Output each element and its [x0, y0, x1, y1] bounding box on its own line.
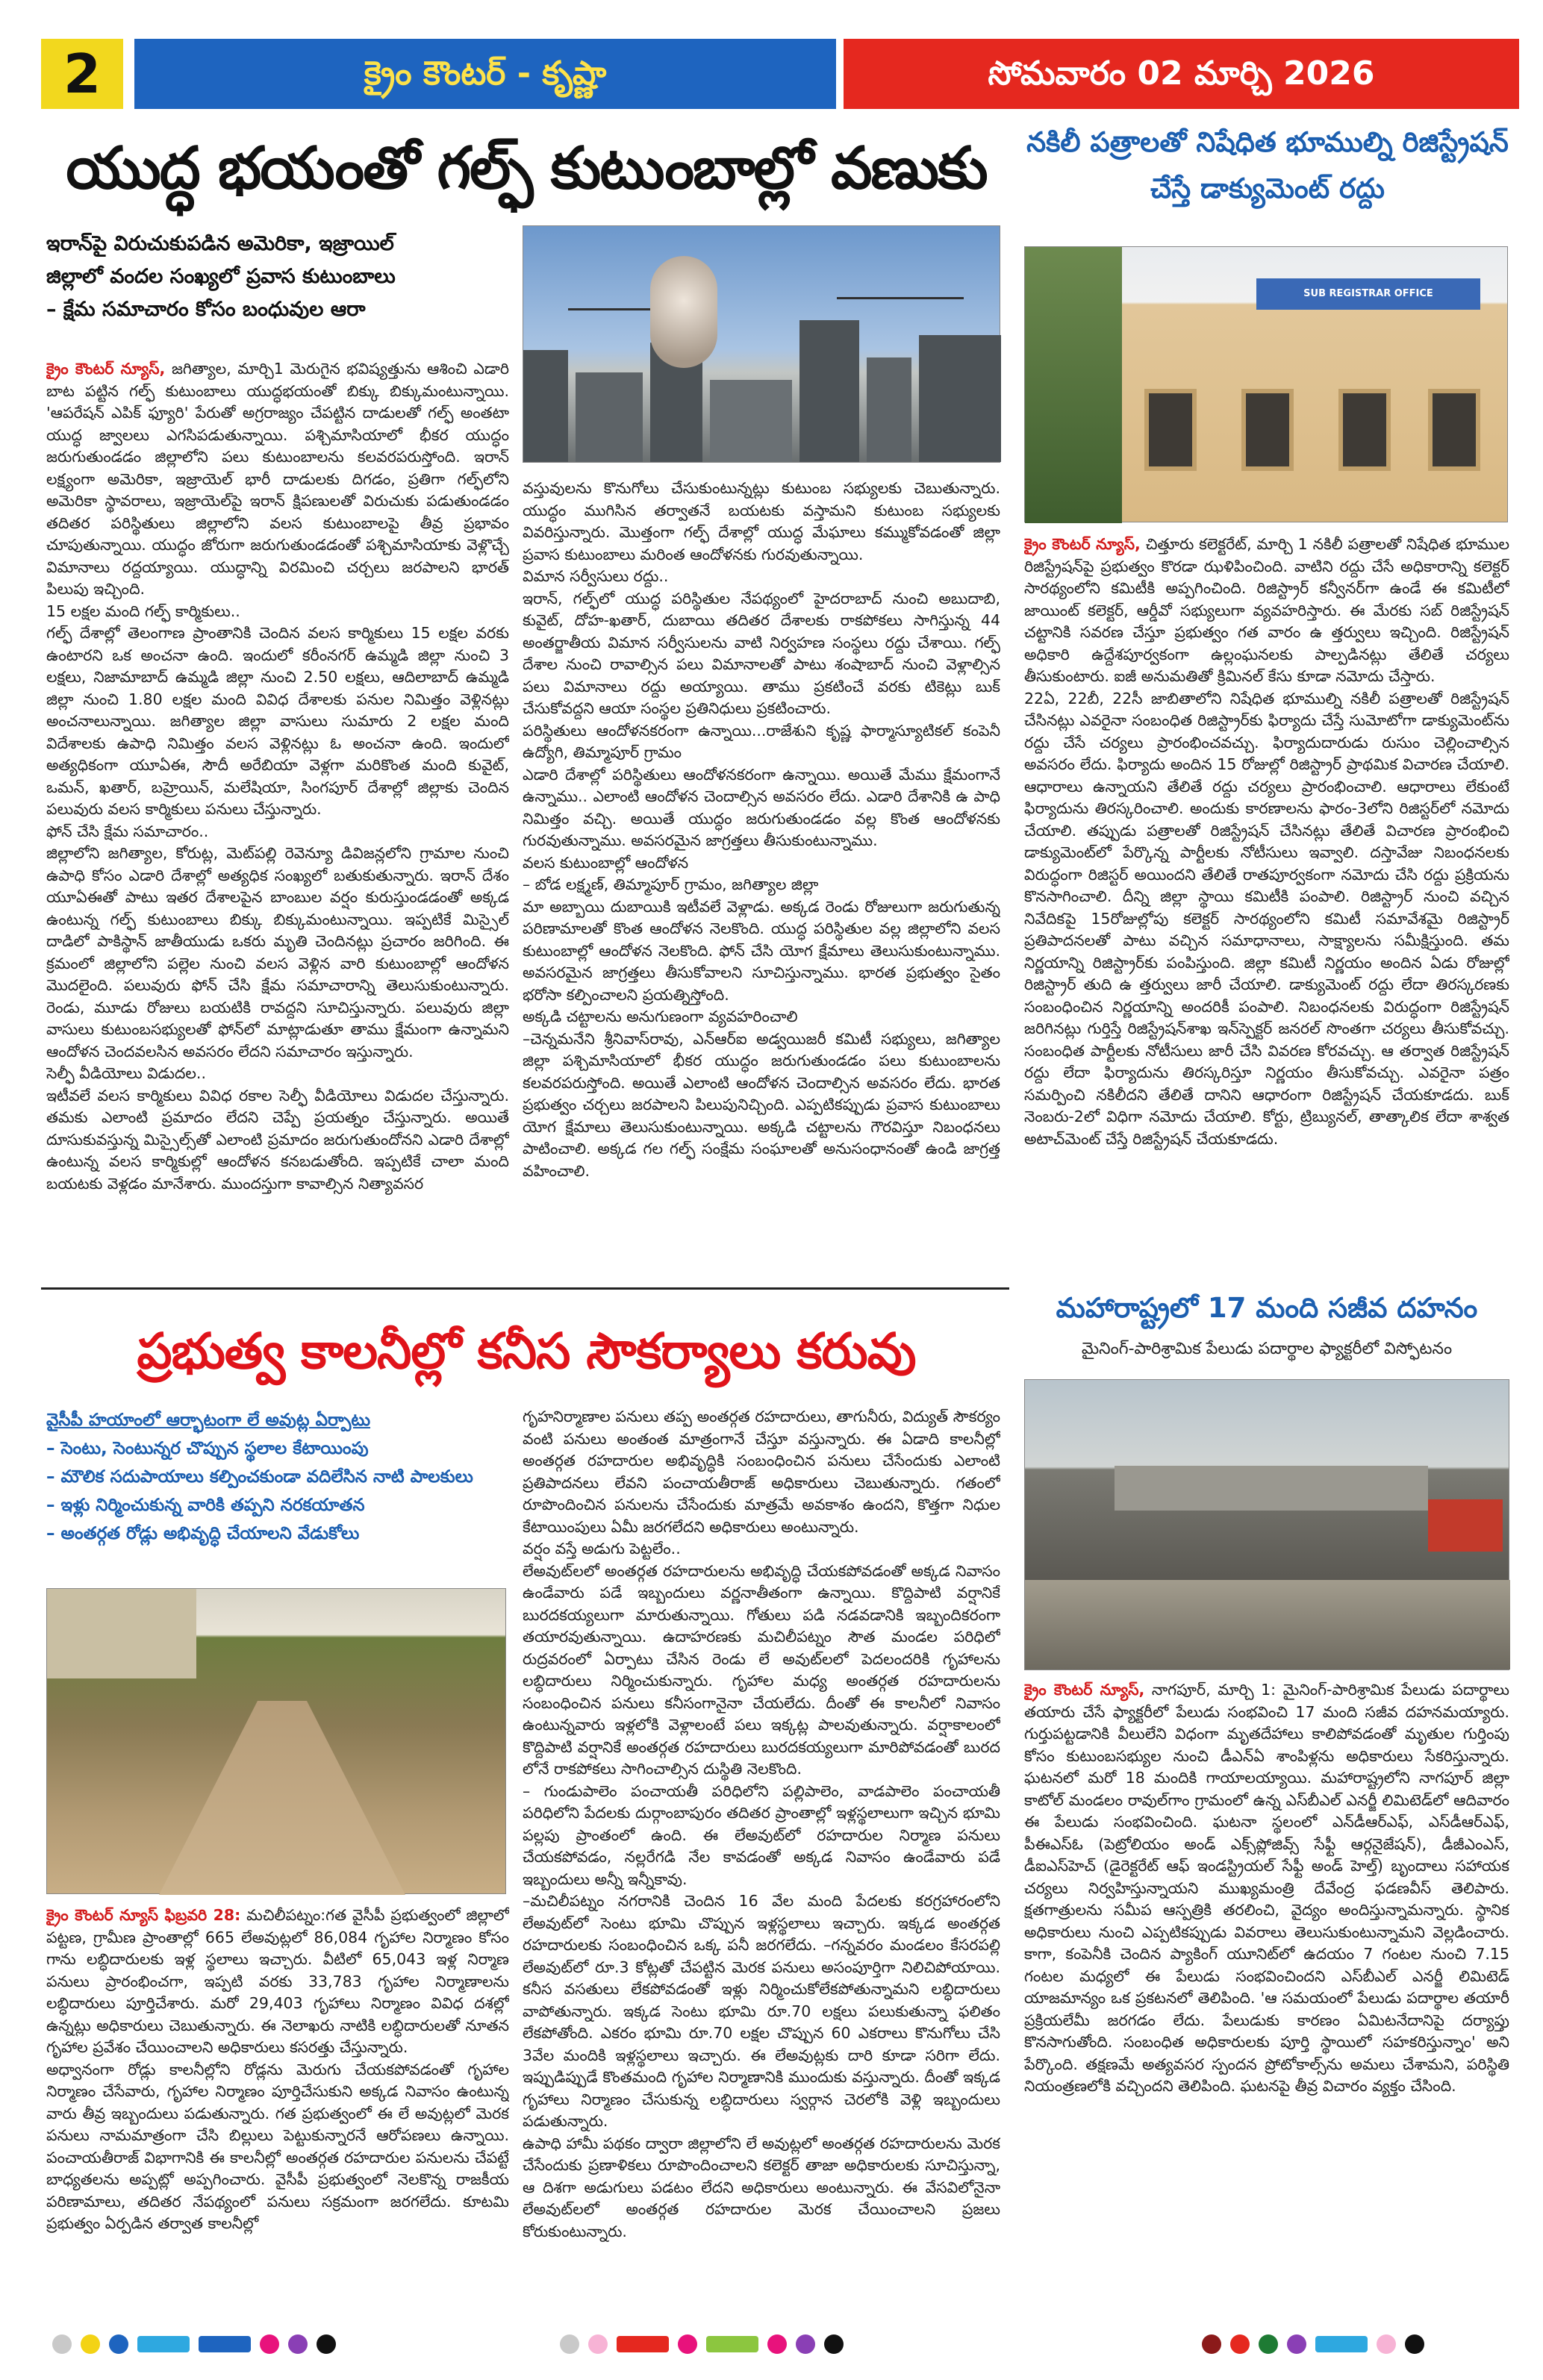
section-title: క్రైం కౌంటర్ - కృష్ణా — [134, 39, 836, 109]
footer-color-dot — [109, 2334, 128, 2354]
registrar-office-photo — [1024, 246, 1508, 522]
story1-deck — [46, 228, 509, 326]
story1-deck-line: ఇరాన్‌పై విరుచుకుపడిన అమెరికా, ఇజ్రాయిల్ — [46, 232, 394, 255]
footer-color-dot — [52, 2334, 72, 2354]
footer-color-bar — [706, 2336, 758, 2352]
tree — [1025, 247, 1122, 523]
footer-dots-right — [1202, 2334, 1500, 2354]
city-skyline-photo — [523, 225, 1000, 463]
issue-date: సోమవారం 02 మార్చి 2026 — [844, 39, 1519, 109]
footer-color-dot — [767, 2334, 787, 2354]
section-divider — [41, 1287, 1009, 1290]
footer-color-dot — [81, 2334, 100, 2354]
page-number: 2 — [41, 39, 123, 109]
footer-color-dot — [678, 2334, 697, 2354]
footer-color-dot — [1230, 2334, 1250, 2354]
story3-body: క్రైం కౌంటర్ న్యూస్, నాగపూర్, మార్చి 1: మైనింగ్-పారిశ్రామిక పేలుడు పదార్థాలు తయారు చేసే ఫ్యాక్టరీలో పేలుడు సంభవించి 17 మంది సజీవ దహనమయ్యారు. గుర్తుపట్టడానికి వీలులేని విధంగా మృతదేహాలు కాలిపోవడంతో మృతుల గుర్తింపు కోసం కుటుంబసభ్యుల నుంచి డీఎన్ఏ శాంపిళ్లను అధికారులు సేకరిస్తున్నారు. ఘటనలో మరో 18 మందికి గాయాలయ్యాయి. మహారాష్ట్రలోని నాగపూర్ జిల్లా కాటోల్ మండలం రావుల్‌గాం గ్రామంలో ఉన్న ఎస్‌బీఎల్ ఎనర్జీ లిమిటెడ్‌లో ఆదివారం ఈ పేలుడు సంభవించింది. ఘటనా స్థలంలో ఎన్‌డీఆర్ఎఫ్, ఎస్‌డీఆర్ఎఫ్, పీఈఎస్ఓ (పెట్రోలియం అండ్ ఎక్స్‌ప్లోజివ్స్ సేఫ్టీ ఆర్గనైజేషన్), డీజీఎంఎస్, డీఐఎస్‌హెచ్ (డైరెక్టరేట్ ఆఫ్ ఇండస్ట్రియల్ సేఫ్టీ అండ్ హెల్త్) బృందాలు సహాయక చర్యలు నిర్వహిస్తున్నాయని ముఖ్యమంత్రి దేవేంద్ర ఫడణవీస్ తెలిపారు. క్షతగాత్రులను సమీప ఆస్పత్రికి తరలించి, వైద్యం అందిస్తున్నామన్నారు. స్థానిక అధికారులు నుంచి ఎప్పటికప్పుడు వివరాలు తెలుసుకుంటున్నామని వెల్లడించారు. కాగా, కంపెనీకి చెందిన ప్యాకింగ్ యూనిట్‌లో ఉదయం 7 గంటల నుంచి 7.15 గంటల మధ్యలో ఈ పేలుడు సంభవించిందని ఎస్‌బీఎల్ ఎనర్జీ లిమిటెడ్ యాజమాన్యం ఒక ప్రకటనలో తెలిపింది. 'ఆ సమయంలో పేలుడు పదార్థాల తయారీ ప్రక్రియలేమీ జరగడం లేదు. పేలుడుకు కారణం ఏమిటనేదానిపై దర్యాప్తు కొనసాగుతోంది. సంబంధిత అధికారులకు పూర్తి స్థాయిలో సహకరిస్తున్నాం' అని పేర్కొంది. తక్షణమే అత్యవసర స్పందన ప్రోటోకాల్స్‌ను అమలు చేశామని, పరిస్థితి నియంత్రణలోకి వచ్చిందని తెలిపింది. ఘటనపై తీవ్ర విచారం వ్యక్తం చేసింది. — [1024, 1681, 1509, 2095]
story1-column-1: క్రైం కౌంటర్ న్యూస్, జగిత్యాల, మార్చి1 మెరుగైన భవిష్యత్తును ఆశించి ఎడారి బాట పట్టిన గల్ఫ్ కుటుంబాలు యుద్ధభయంతో బిక్కు బిక్కుమంటున్నాయి. 'ఆపరేషన్ ఎపిక్ ఫ్యూరి' పేరుతో అగ్రరాజ్యం చేపట్టిన దాడులతో గల్ఫ్ అంతటా యుద్ధ జ్వాలలు ఎగసిపడుతున్నాయి. పశ్చిమాసియాలో భీకర యుద్ధం జరుగుతుండడం జిల్లాలోని పలు కుటుంబాలను కలవరపరుస్తోంది. ఇరాన్ లక్ష్యంగా అమెరికా, ఇజ్రాయెల్ భారీ దాడులకు దిగడం, ప్రతిగా గల్ఫ్‌లోని అమెరికా స్థావరాలు, ఇజ్రాయెల్‌పై ఇరాన్ క్షిపణులతో విరుచుకు పడుతుండడం తదితర పరిస్థితులు జిల్లాలోని వలస కుటుంబాలపై తీవ్ర ప్రభావం చూపుతున్నాయి. యుద్ధం జోరుగా జరుగుతుండడంతో పశ్చిమాసియాకు వెళ్లొచ్చే విమానాలు రద్దయ్యాయి. యుద్ధాన్ని విరమించి చర్చలు జరపాలని భారత్ పిలుపు ఇచ్చింది. 15 లక్షల మంది గల్ఫ్ కార్మికులు.. గల్ఫ్ దేశాల్లో తెలంగాణ ప్రాంతానికి చెందిన వలస కార్మికులు 15 లక్షల వరకు ఉంటారని ఒక అంచనా ఉంది. ఇందులో కరీంనగర్ ఉమ్మడి జిల్లా నుంచి 3 లక్షలు, నిజామాబాద్ ఉమ్మడి జిల్లా నుంచి 2.50 లక్షలు, ఆదిలాబాద్ ఉమ్మడి జిల్లా నుంచి 1.80 లక్షల మంది వివిధ దేశాలకు పనుల నిమిత్తం వెళ్లినట్లు అంచనాలున్నాయి. జగిత్యాల జిల్లా వాసులు సుమారు 2 లక్షల మంది విదేశాలకు ఉపాధి నిమిత్తం వలస వెళ్లినట్లు ఓ అంచనా ఉంది. ఇందులో అత్యధికంగా యూఏఈ, సౌదీ అరేబియా వెళ్లగా మరికొంత మంది కువైట్, ఒమన్, ఖతార్, బహ్రెయిన్, మలేషియా, సింగపూర్ దేశాల్లో జిల్లాకు చెందిన పలువురు వలస కార్మికులు పనులు చేస్తున్నారు. ఫోన్ చేసి క్షేమ సమాచారం.. జిల్లాలోని జగిత్యాల, కోరుట్ల, మెట్‌పల్లి రెవెన్యూ డివిజన్లలోని గ్రామాల నుంచి ఉపాధి కోసం ఎడారి దేశాల్లో అత్యధిక సంఖ్యలో బతుకుతున్నారు. ఇరాన్ దేశం యూఏఈతో పాటు ఇతర దేశాలపైన బాంబుల వర్షం కురుస్తుండడంతో అక్కడ ఉంటున్న గల్ఫ్ కుటుంబాలు బిక్కు బిక్కుమంటున్నాయి. ఇప్పటికే మిస్సైల్ దాడిలో పాకిస్థాన్ జాతీయుడు ఒకరు మృతి చెందినట్లు ప్రచారం జరిగింది. ఈ క్రమంలో జిల్లాలోని పల్లెల నుంచి వలస వెళ్లిన వారి కుటుంబాల్లో ఆందోళన మొదలైంది. పలువురు ఫోన్ చేసి క్షేమ సమాచారాన్ని తెలుసుకుంటున్నారు. రెండు, మూడు రోజులు బయటికి రావద్దని సూచిస్తున్నారు. పలువురు జిల్లా వాసులు కుటుంబసభ్యులతో ఫోన్‌లో మాట్లాడుతూ తాము క్షేమంగా ఉన్నామని ఆందోళన చెందవలసిన అవసరం లేదని సమాచారం ఇస్తున్నారు. సెల్ఫీ వీడియోలు విడుదల.. ఇటీవలే వలస కార్మికులు వివిధ రకాల సెల్ఫీ వీడియోలు విడుదల చేస్తున్నారు. తమకు ఎలాంటి ప్రమాదం లేదని చెప్పే ప్రయత్నం చేస్తున్నారు. అయితే దూసుకువస్తున్న మిస్సైల్స్‌తో ఎలాంటి ప్రమాదం జరుగుతుందోనని ఎడారి దేశాల్లో ఉంటున్న వలస కార్మికుల్లో ఆందోళన కనబడుతోంది. ఇప్పటికే చాలా మంది బయటకు వెళ్లడం మానేశారు. ముందస్తుగా కావాల్సిన నిత్యావసర — [46, 360, 509, 1193]
footer-color-bar — [199, 2336, 251, 2352]
masthead — [41, 39, 1519, 109]
footer-color-dot — [1405, 2334, 1424, 2354]
story1-headline: యుద్ధ భయంతో గల్ఫ్ కుటుంబాల్లో వణుకు — [66, 135, 987, 202]
story1-deck-line: – క్షేమ సమాచారం కోసం బంధువుల ఆరా — [46, 298, 366, 321]
footer-color-bar — [137, 2336, 190, 2352]
bullet-item: వైసీపీ హయాంలో ఆర్భాటంగా లే అవుట్ల ఏర్పాటు — [46, 1411, 371, 1430]
dateline: క్రైం కౌంటర్ న్యూస్, — [1024, 1681, 1145, 1699]
footer-color-dot — [1377, 2334, 1396, 2354]
bullet-item: – అంతర్గత రోడ్లు అభివృద్ధి చేయాలని వేడుకోలు — [46, 1524, 360, 1543]
dirt-path — [159, 1701, 405, 1895]
footer-color-dot — [1202, 2334, 1221, 2354]
footer-color-dot — [317, 2334, 336, 2354]
footer-color-dot — [796, 2334, 815, 2354]
footer-dots-center — [560, 2334, 978, 2354]
factory-blast-photo — [1024, 1379, 1509, 1670]
story3-subhead: మైనింగ్-పారిశ్రామిక పేలుడు పదార్థాల ఫ్యాక్టరీలో విస్ఫోటనం — [1081, 1340, 1453, 1358]
story2-headline: నకిలీ పత్రాలతో నిషేధిత భూముల్ని రిజిస్ట్రేషన్ చేస్తే డాక్యుమెంట్ రద్దు — [1026, 126, 1509, 204]
story4-headline: ప్రభుత్వ కాలనీల్లో కనీస సౌకర్యాలు కరువు — [137, 1322, 916, 1380]
rubble — [1025, 1580, 1510, 1670]
story4-bullets — [46, 1406, 509, 1548]
story1-deck-line: జిల్లాలో వందల సంఖ్యలో ప్రవాస కుటుంబాలు — [46, 265, 396, 288]
footer-color-dot — [260, 2334, 279, 2354]
truck — [1428, 1499, 1503, 1552]
dateline: క్రైం కౌంటర్ న్యూస్, — [46, 360, 166, 378]
bullet-item: – ఇళ్లు నిర్మించుకున్న వారికి తప్పని నరకయాతన — [46, 1496, 365, 1515]
story3-headline: మహారాష్ట్రలో 17 మంది సజీవ దహనం — [1056, 1292, 1478, 1324]
smoke-plume — [650, 256, 717, 368]
bullet-item: – మౌలిక సదుపాయాలు కల్పించకుండా వదిలేసిన నాటి పాలకులు — [46, 1467, 473, 1487]
colony-road-photo — [46, 1588, 506, 1894]
story1-column-2: వస్తువులను కొనుగోలు చేసుకుంటున్నట్లు కుటుంబ సభ్యులకు చెబుతున్నారు. యుద్ధం ముగిసిన తర్వాతనే బయటకు వస్తామని కుటుంబ సభ్యులకు వివరిస్తున్నారు. మొత్తంగా గల్ఫ్ దేశాల్లో యుద్ధ మేఘాలు కమ్ముకోవడంతో జిల్లా ప్రవాస కుటుంబాలు మరింత ఆందోళనకు గురవుతున్నాయి. విమాన సర్వీసులు రద్దు.. ఇరాన్, గల్ఫ్‌లో యుద్ధ పరిస్థితుల నేపథ్యంలో హైదరాబాద్ నుంచి అబుదాబి, కువైట్, దోహ-ఖతార్, దుబాయి తదితర దేశాలకు రాకపోకలు సాగిస్తున్న 44 అంతర్జాతీయ విమాన సర్వీసులను వాటి నిర్వహణ సంస్థలు రద్దు చేశాయి. గల్ఫ్ దేశాల నుంచి రావాల్సిన పలు విమానాలతో పాటు శంషాబాద్ నుంచి వెళ్లాల్సిన పలు విమానాలు రద్దు అయ్యాయి. తాము ప్రకటించే వరకు టికెట్లు బుక్ చేసుకోవద్దని ఆయా సంస్థల ప్రతినిధులు ప్రకటించారు. పరిస్థితులు ఆందోళనకరంగా ఉన్నాయి...రాజేశుని కృష్ణ ఫార్మాస్యూటికల్ కంపెనీ ఉద్యోగి, తిమ్మాపూర్ గ్రామం ఎడారి దేశాల్లో పరిస్థితులు ఆందోళనకరంగా ఉన్నాయి. అయితే మేము క్షేమంగానే ఉన్నాము.. ఎలాంటి ఆందోళన చెందాల్సిన అవసరం లేదు. ఎడారి దేశానికి ఉ పాధి నిమిత్తం వచ్చి. అయితే యుద్ధం జరుగుతుండడం వల్ల కొంత ఆందోళనకు గురవుతున్నాము. అవసరమైన జాగ్రత్తలు తీసుకుంటున్నాము. వలస కుటుంబాల్లో ఆందోళన – బోడ లక్ష్మణ్, తిమ్మాపూర్ గ్రామం, జగిత్యాల జిల్లా మా అబ్బాయి దుబాయికి ఇటీవలే వెళ్లాడు. అక్కడ రెండు రోజులుగా జరుగుతున్న పరిణామాలతో కొంత ఆందోళన నెలకొంది. యుద్ధ పరిస్థితుల వల్ల జిల్లాలోని వలస కుటుంబాల్లో ఆందోళన నెలకొంది. ఫోన్ చేసి యోగ క్షేమాలు తెలుసుకుంటున్నాము. అవసరమైన జాగ్రత్తలు తీసుకోవాలని సూచిస్తున్నాము. భారత ప్రభుత్వం సైతం భరోసా కల్పించాలని ప్రయత్నిస్తోంది. అక్కడి చట్టాలను అనుగుణంగా వ్యవహరించాలి –చెన్నమనేని శ్రీనివాస్‌రావు, ఎన్ఆర్ఐ అడ్వయిజరీ కమిటీ సభ్యులు, జగిత్యాల జిల్లా పశ్చిమాసియాలో భీకర యుద్ధం జరుగుతుండడం పలు కుటుంబాలను కలవరపరుస్తోంది. అయితే ఎలాంటి ఆందోళన చెందాల్సిన అవసరం లేదు. భారత ప్రభుత్వం చర్చలు జరపాలని పిలుపునిచ్చింది. ఎప్పటికప్పుడు ప్రవాస కుటుంబాలు యోగ క్షేమాలు తెలుసుకుంటున్నాయి. అక్కడి చట్టాలను గౌరవిస్తూ నిబంధనలు పాటించాలి. అక్కడ గల గల్ఫ్ సంక్షేమ సంఘాలతో అనుసంధానంతో ఉండి జాగ్రత్త వహించాలి. — [523, 479, 1000, 1180]
office-signboard: SUB REGISTRAR OFFICE — [1256, 278, 1480, 310]
footer-color-dot — [560, 2334, 579, 2354]
footer-color-bar — [1315, 2336, 1368, 2352]
footer-color-dot — [288, 2334, 308, 2354]
story4-column-1: క్రైం కౌంటర్ న్యూస్ ఫిబ్రవరి 28: మచిలీపట్నం:గత వైసీపీ ప్రభుత్వంలో జిల్లాలో పట్టణ, గ్రామీణ ప్రాంతాల్లో 665 లేఅవుట్లలో 86,084 గృహాల నిర్మాణం కోసం గాను లబ్ధిదారులకు ఇళ్ల స్థలాలు ఇచ్చారు. వీటిలో 65,043 ఇళ్ల నిర్మాణ పనులు ప్రారంభించగా, ఇప్పటి వరకు 33,783 గృహాల నిర్మాణాలను లబ్ధిదారులు పూర్తిచేశారు. మరో 29,403 గృహాలు నిర్మాణం వివిధ దశల్లో ఉన్నట్లు అధికారులు చెబుతున్నారు. ఈ నెలాఖరు నాటికి లబ్ధిదారులతో నూతన గృహాల ప్రవేశం చేయించాలని అధికారులు కసరత్తు చేస్తున్నారు. అధ్వానంగా రోడ్లు కాలనీల్లోని రోడ్లను మెరుగు చేయకపోవడంతో గృహాల నిర్మాణం చేసేవారు, గృహాల నిర్మాణం పూర్తిచేసుకుని అక్కడ నివాసం ఉంటున్న వారు తీవ్ర ఇబ్బందులు పడుతున్నారు. గత ప్రభుత్వంలో ఈ లే అవుట్లలో మెరక పనులు నామమాత్రంగా చేసి బిల్లులు పెట్టుకున్నారనే ఆరోపణలు ఉన్నాయి. పంచాయతీరాజ్ విభాగానికి ఈ కాలనీల్లో అంతర్గత రహదారుల పనులను చేపట్టే బాధ్యతలను అప్పట్లో అప్పగించారు. వైసీపీ ప్రభుత్వంలో నెలకొన్న రాజకీయ పరిణామాలు, తదితర నేపథ్యంలో పనులు సక్రమంగా జరగలేదు. కూటమి ప్రభుత్వం ఏర్పడిన తర్వాత కాలనీల్లో — [46, 1906, 509, 2232]
story4-column-2: గృహనిర్మాణాల పనులు తప్ప అంతర్గత రహదారులు, తాగునీరు, విద్యుత్ సౌకర్యం వంటి పనులు అంతంత మాత్రంగానే చేస్తూ వస్తున్నారు. ఈ ఏడాది కాలనీల్లో అంతర్గత రహదారుల అభివృద్ధికి సంబంధించిన పనులు చేసేందుకు ఎలాంటి ప్రతిపాదనలు లేవని పంచాయతీరాజ్ అధికారులు చెబుతున్నారు. గతంలో రూపొందించిన పనులను చేసేందుకు మాత్రమే అవకాశం ఉందని, కొత్తగా నిధుల కేటాయింపులు ఏమీ జరగలేదని అధికారులు అంటున్నారు. వర్షం వస్తే అడుగు పెట్టలేం.. లేఅవుట్‌లలో అంతర్గత రహదారులను అభివృద్ధి చేయకపోవడంతో అక్కడ నివాసం ఉండేవారు పడే ఇబ్బందులు వర్ణనాతీతంగా ఉన్నాయి. కొద్దిపాటి వర్షానికే బురదకయ్యలుగా మారుతున్నాయి. గోతులు పడి నడవడానికి ఇబ్బందికరంగా తయారవుతున్నాయి. ఉదాహరణకు మచిలీపట్నం సౌత మండల పరిధిలో రుద్రవరంలో ఏర్పాటు చేసిన రెండు లే అవుట్‌లలో పెదలందరికి గృహాలను లబ్ధిదారులు నిర్మించుకున్నారు. గృహాల మధ్య అంతర్గత రహదారులను సంబంధించిన పనులు కనీసంగానైనా చేయలేదు. దీంతో ఈ కాలనీలో నివాసం ఉంటున్నవారు ఇళ్లలోకి వెళ్లాలంటే పలు ఇక్కట్ల పాలవుతున్నారు. వర్షాకాలంలో కొద్దిపాటి వర్షానికే అంతర్గత రహదారులు బురదకయ్యలుగా మారిపోవడంతో బురద లోనే రాకపోకలు సాగించాల్సిన దుస్థితి నెలకొంది. – గుండుపాలెం పంచాయతీ పరిధిలోని పల్లిపాలెం, వాడపాలెం పంచాయతీ పరిధిలోని పేదలకు దుర్గాంబాపురం తదితర ప్రాంతాల్లో ఇళ్లస్థలాలుగా ఇచ్చిన భూమి పల్లపు ప్రాంతంలో ఉంది. ఈ లేఅవుట్‌లో రహదారుల నిర్మాణ పనులు చేయకపోవడం, నల్లరేగడి నేల కావడంతో అక్కడ నివాసం ఉండేవారు పడే ఇబ్బందులు అన్నీ ఇన్నీకావు. –మచిలీపట్నం నగరానికి చెందిన 16 వేల మంది పేదలకు కరగ్రహారంలోని లేఅవుట్‌లో సెంటు భూమి చొప్పున ఇళ్లస్థలాలు ఇచ్చారు. ఇక్కడ అంతర్గత రహదారులకు సంబంధించిన ఒక్క పనీ జరగలేదు. –గన్నవరం మండలం కేసరపల్లి లేఅవుట్‌లో రూ.3 కోట్లతో చేపట్టిన మెరక పనులు అసంపూర్తిగా నిలిచిపోయాయి. కనీస వసతులు లేకపోవడంతో ఇళ్లు నిర్మించుకోలేకపోతున్నామని లబ్ధిదారులు వాపోతున్నారు. ఇక్కడ సెంటు భూమి రూ.70 లక్షలు పలుకుతున్నా ఫలితం లేకపోతోంది. ఎకరం భూమి రూ.70 లక్షల చొప్పున 60 ఎకరాలు కొనుగోలు చేసి 3వేల మందికి ఇళ్లస్థలాలు ఇచ్చారు. ఈ లేఅవుట్లకు దారి కూడా సరిగా లేదు. ఇప్పుడిప్పుడే కొంతమంది గృహాల నిర్మాణానికి ముందుకు వస్తున్నారు. దీంతో ఇక్కడ గృహాలు నిర్మాణం చేసుకున్న లబ్ధిదారులు స్వర్గాన చెరలోకి వెళ్లి ఇబ్బందులు పడుతున్నారు. ఉపాధి హామీ పథకం ద్వారా జిల్లాలోని లే అవుట్లలో అంతర్గత రహదారులను మెరక చేసేందుకు ప్రణాళికలు రూపొందించాలని కలెక్టర్ తాజా అధికారులకు సూచిస్తున్నా, ఆ దిశగా అడుగులు పడటం లేదని అధికారులు అంటున్నారు. ఈ వేసవిలోనైనా లేఅవుట్‌లలో అంతర్గత రహదారుల మెరక చేయించాలని ప్రజలు కోరుకుంటున్నారు. — [523, 1408, 1000, 2240]
story2-body: క్రైం కౌంటర్ న్యూస్, చిత్తూరు కలెక్టరేట్, మార్చి 1 నకిలీ పత్రాలతో నిషేధిత భూముల రిజిస్ట్రేషన్‌పై ప్రభుత్వం కొరడా ఝళిపించింది. వాటిని రద్దు చేసే అధికారాన్ని కలెక్టర్ సారథ్యంలోని కమిటీకి అప్పగించింది. రిజిస్ట్రార్ కన్వీనర్‌గా ఉండే ఈ కమిటీలో జాయింట్ కలెక్టర్, ఆర్డీవో సభ్యులుగా వ్యవహరిస్తారు. ఈ మేరకు సబ్ రిజిస్ట్రేషన్ చట్టానికి సవరణ చేస్తూ ప్రభుత్వం గత వారం ఉ త్తర్వులు ఇచ్చింది. రిజిస్ట్రేషన్ అధికారి ఉద్దేశపూర్వకంగా ఉల్లంఘనలకు పాల్పడినట్లు తేలితే చర్యలు తీసుకుంటారు. ఐజీ అనుమతితో క్రిమినల్ కేసు కూడా నమోదు చేస్తారు. 22ఏ, 22బీ, 22సీ జాబితాలోని నిషేధిత భూముల్ని నకిలీ పత్రాలతో రిజిస్ట్రేషన్ చేసినట్లు ఎవరైనా సంబంధిత రిజిస్ట్రార్‌కు ఫిర్యాదు చేస్తే సుమోటోగా డాక్యుమెంట్‌ను రద్దు చేసే చర్యలు ప్రారంభించవచ్చు. ఫిర్యాదుదారుడు రుసుం చెల్లించాల్సిన అవసరం లేదు. ఫిర్యాదు అందిన 15 రోజుల్లో రిజిస్ట్రార్ ప్రాథమిక విచారణ చేయాలి. ఆధారాలు ఉన్నాయని తేలితే రద్దు చర్యలు ప్రారంభించాలి. ఆధారాలు లేకుంటే ఫిర్యాదును తిరస్కరించాలి. అందుకు కారణాలను ఫారం-3లోని రిజిస్టర్‌లో నమోదు చేయాలి. తప్పుడు పత్రాలతో రిజిస్ట్రేషన్ చేసినట్లు తేలితే విచారణ ప్రారంభించి డాక్యుమెంట్‌లో పేర్కొన్న పార్టీలకు నోటీసులు ఇవ్వాలి. దస్తావేజు నిబంధనలకు విరుద్ధంగా రిజిస్టర్ అయిందని తేలితే రాతపూర్వకంగా నమోదు చేసి రద్దు ప్రక్రియను కొనసాగించాలి. దీన్ని జిల్లా స్థాయి కమిటీకి పంపాలి. రిజిస్ట్రార్ నుంచి వచ్చిన నివేదికపై 15రోజుల్లోపు కలెక్టర్ సారథ్యంలోని కమిటీ సమావేశమై రిజిస్ట్రార్ ప్రతిపాదనలతో పాటు వచ్చిన సమాధానాలు, సాక్ష్యాలను సమీక్షిస్తుంది. తమ నిర్ణయాన్ని రిజిస్ట్రార్‌కు పంపిస్తుంది. జిల్లా కమిటీ నిర్ణయం అందిన ఏడు రోజుల్లో రిజిస్ట్రార్ తుది ఉ త్తర్వులు జారీ చేయాలి. డాక్యుమెంట్ రద్దు లేదా తిరస్కరణకు సంబంధించిన నిర్ణయాన్ని అందరికీ పంపాలి. నిబంధనలకు విరుద్ధంగా రిజిస్ట్రేషన్ జరిగినట్లు గుర్తిస్తే రిజిస్ట్రేషన్‌శాఖ ఇన్‌స్పెక్టర్ జనరల్ సొంతగా చర్యలు తీసుకోవచ్చు. సంబంధిత పార్టీలకు నోటీసులు జారీ చేసి వివరణ కోరవచ్చు. ఆ తర్వాత రిజిస్ట్రేషన్ రద్దు లేదా ఫిర్యాదును తిరస్కరిస్తూ నిర్ణయం తీసుకోవచ్చు. ఎవరైనా పత్రం సమర్పించి నకిలీదని తేలితే దానిని ఆధారంగా రిజిస్ట్రేషన్ చేయకూడదు. బుక్ నెంబరు-2లో విధిగా నమోదు చేయాలి. కోర్టు, ట్రిబ్యునల్, తాత్కాలిక లేదా శాశ్వత అటాచ్‌మెంట్ చేస్తే రిజిస్ట్రేషన్ చేయకూడదు. — [1024, 535, 1509, 1148]
dateline: క్రైం కౌంటర్ న్యూస్ ఫిబ్రవరి 28: — [46, 1906, 241, 1924]
footer-color-bar — [617, 2336, 669, 2352]
footer-color-dot — [824, 2334, 844, 2354]
dateline: క్రైం కౌంటర్ న్యూస్, — [1024, 535, 1141, 553]
footer-color-dot — [588, 2334, 608, 2354]
footer-color-dot — [1287, 2334, 1306, 2354]
bullet-item: – సెంటు, సెంటున్నర చొప్పున స్థలాల కేటాయింపు — [46, 1439, 369, 1458]
footer-color-dot — [1259, 2334, 1278, 2354]
footer-dots-left — [52, 2334, 321, 2354]
